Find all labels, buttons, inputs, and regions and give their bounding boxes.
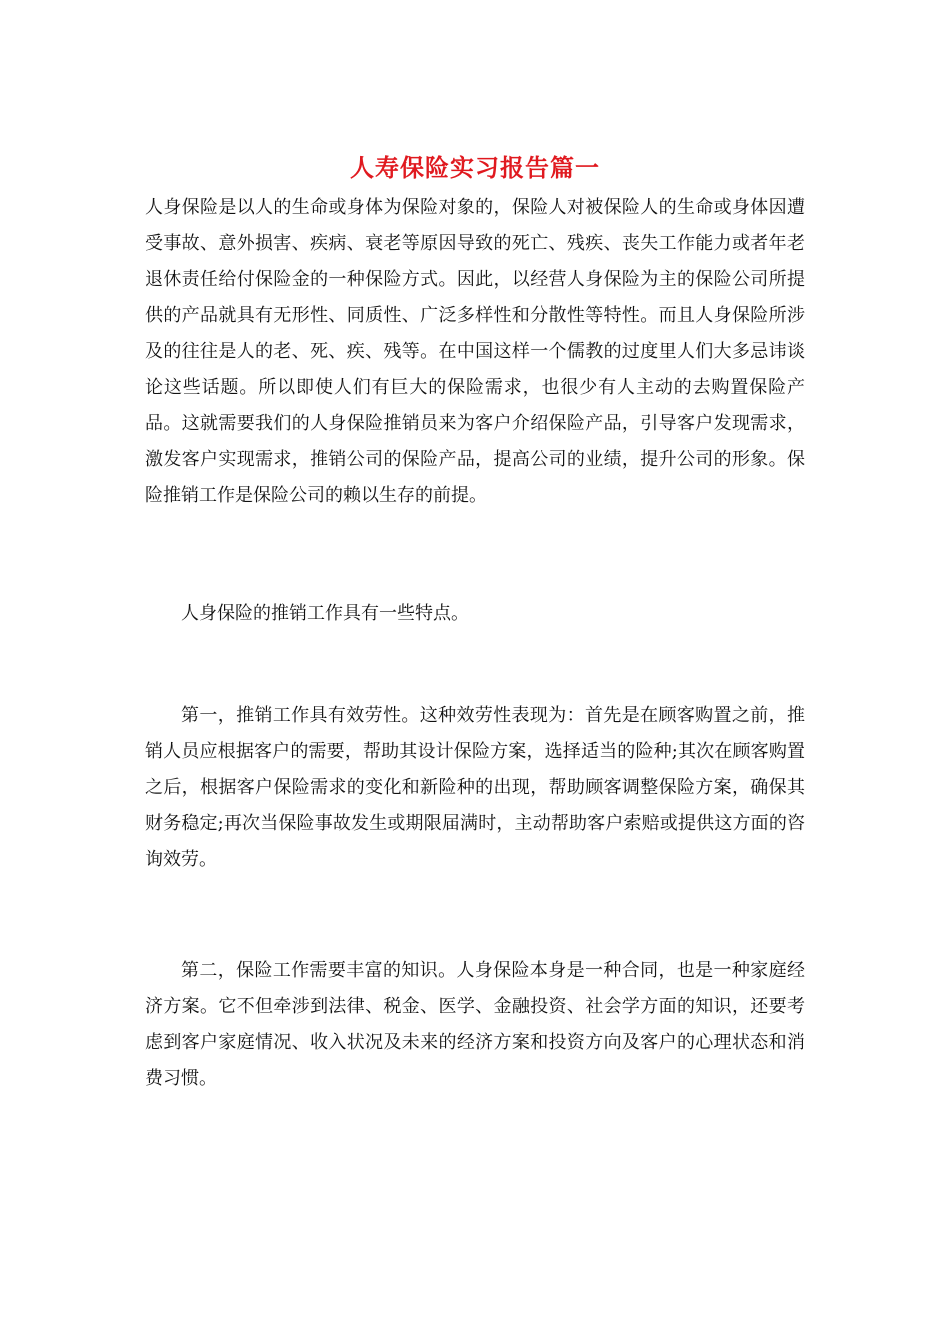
paragraph-first-point: 第一，推销工作具有效劳性。这种效劳性表现为：首先是在顾客购置之前，推销人员应根据客户的需要，帮助其设计保险方案，选择适当的险种;其次在顾客购置之后，根据客户保险需求的变化和新险种的出现，帮助顾客调整保险方案，确保其财务稳定;再次当保险事故发生或期限届满时，主动帮助客户索赔或提供这方面的咨询效劳。 — [145, 705, 805, 870]
paragraph-features-lead: 人身保险的推销工作具有一些特点。 — [181, 603, 469, 624]
paragraph-intro: 人身保险是以人的生命或身体为保险对象的，保险人对被保险人的生命或身体因遭受事故、意外损害、疾病、衰老等原因导致的死亡、残疾、丧失工作能力或者年老退休责任给付保险金的一种保险方式。因此，以经营人身保险为主的保险公司所提供的产品就具有无形性、同质性、广泛多样性和分散性等特性。而且人身保险所涉及的往往是人的老、死、疾、残等。在中国这样一个儒教的过度里人们大多忌讳谈论这些话题。所以即使人们有巨大的保险需求，也很少有人主动的去购置保险产品。这就需要我们的人身保险推销员来为客户介绍保险产品，引导客户发现需求，激发客户实现需求，推销公司的保险产品，提高公司的业绩，提升公司的形象。保险推销工作是保险公司的赖以生存的前提。 — [145, 197, 805, 506]
paragraph-second-point: 第二，保险工作需要丰富的知识。人身保险本身是一种合同，也是一种家庭经济方案。它不但牵涉到法律、税金、医学、金融投资、社会学方面的知识，还要考虑到客户家庭情况、收入状况及未来的经济方案和投资方向及客户的心理状态和消费习惯。 — [145, 960, 805, 1089]
document-title: 人寿保险实习报告篇一 — [350, 153, 600, 182]
